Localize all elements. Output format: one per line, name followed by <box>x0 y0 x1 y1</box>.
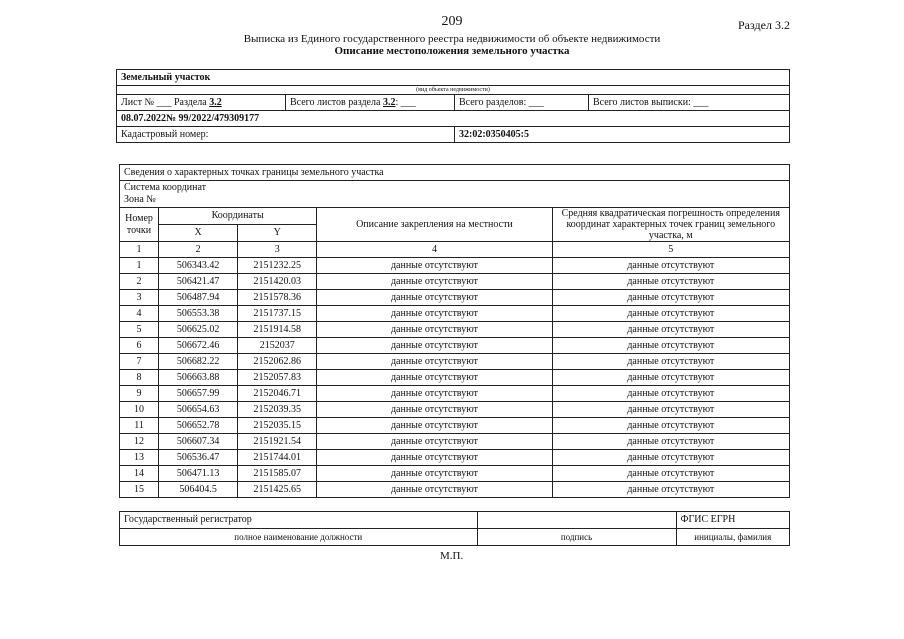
point-desc: данные отсутствуют <box>317 482 552 498</box>
header-table <box>116 69 790 143</box>
point-desc: данные отсутствуют <box>317 386 552 402</box>
point-number: 10 <box>120 402 159 418</box>
point-error: данные отсутствуют <box>552 338 789 354</box>
point-x: 506343.42 <box>159 258 238 274</box>
col-coords-header: Координаты <box>159 208 317 225</box>
signature-field <box>477 512 676 529</box>
column-number: 3 <box>238 242 317 258</box>
point-desc: данные отсутствуют <box>317 322 552 338</box>
seal-label: М.П. <box>440 550 464 562</box>
point-row <box>120 402 790 418</box>
point-desc: данные отсутствуют <box>317 274 552 290</box>
point-y: 2151914.58 <box>238 322 317 338</box>
point-error: данные отсутствуют <box>552 274 789 290</box>
registrar-position: Государственный регистратор <box>120 512 478 529</box>
point-y: 2151232.25 <box>238 258 317 274</box>
caption-sign: подпись <box>477 529 676 546</box>
point-number: 1 <box>120 258 159 274</box>
col-x-header: X <box>159 225 238 242</box>
point-desc: данные отсутствуют <box>317 450 552 466</box>
point-y: 2152035.15 <box>238 418 317 434</box>
point-number: 12 <box>120 434 159 450</box>
point-row <box>120 450 790 466</box>
point-number: 13 <box>120 450 159 466</box>
point-desc: данные отсутствуют <box>317 306 552 322</box>
point-row <box>120 434 790 450</box>
point-x: 506404.5 <box>159 482 238 498</box>
column-number: 1 <box>120 242 159 258</box>
points-body <box>120 258 790 498</box>
point-row <box>120 290 790 306</box>
point-desc: данные отсутствуют <box>317 370 552 386</box>
point-error: данные отсутствуют <box>552 354 789 370</box>
point-row <box>120 370 790 386</box>
point-row <box>120 466 790 482</box>
document-subheading: Описание местоположения земельного участка <box>334 45 570 57</box>
point-number: 15 <box>120 482 159 498</box>
col-y-header: Y <box>238 225 317 242</box>
point-y: 2151921.54 <box>238 434 317 450</box>
total-sheets-label: Всего листов раздела <box>290 96 381 108</box>
point-error: данные отсутствуют <box>552 418 789 434</box>
point-number: 6 <box>120 338 159 354</box>
point-number: 14 <box>120 466 159 482</box>
point-x: 506471.13 <box>159 466 238 482</box>
point-error: данные отсутствуют <box>552 370 789 386</box>
coord-system-cell <box>120 181 790 208</box>
point-row <box>120 306 790 322</box>
col-error-header: Средняя квадратическая погрешность определения координат характерных точек границ земельного участка, м <box>552 208 789 242</box>
total-sheets-extract: Всего листов выписки: ___ <box>589 95 790 111</box>
point-number: 4 <box>120 306 159 322</box>
col-desc-header: Описание закрепления на местности <box>317 208 552 242</box>
column-number-row <box>120 242 790 258</box>
signature-table <box>119 511 790 546</box>
point-desc: данные отсутствуют <box>317 258 552 274</box>
point-number: 9 <box>120 386 159 402</box>
point-row <box>120 354 790 370</box>
point-y: 2151420.03 <box>238 274 317 290</box>
point-y: 2152062.86 <box>238 354 317 370</box>
point-y: 2151744.01 <box>238 450 317 466</box>
point-y: 2151737.15 <box>238 306 317 322</box>
point-x: 506682.22 <box>159 354 238 370</box>
point-number: 3 <box>120 290 159 306</box>
point-desc: данные отсутствуют <box>317 354 552 370</box>
column-number: 2 <box>159 242 238 258</box>
point-desc: данные отсутствуют <box>317 338 552 354</box>
point-number: 11 <box>120 418 159 434</box>
point-row <box>120 338 790 354</box>
point-error: данные отсутствуют <box>552 450 789 466</box>
cadastral-label: Кадастровый номер: <box>117 127 455 143</box>
point-row <box>120 274 790 290</box>
point-row <box>120 386 790 402</box>
point-error: данные отсутствуют <box>552 402 789 418</box>
point-desc: данные отсутствуют <box>317 466 552 482</box>
point-error: данные отсутствуют <box>552 482 789 498</box>
point-number: 5 <box>120 322 159 338</box>
point-x: 506652.78 <box>159 418 238 434</box>
point-error: данные отсутствуют <box>552 386 789 402</box>
zone: Зона № <box>124 194 156 205</box>
point-y: 2151585.07 <box>238 466 317 482</box>
object-type: Земельный участок <box>117 70 790 86</box>
caption-name: инициалы, фамилия <box>676 529 789 546</box>
caption-position: полное наименование должности <box>120 529 478 546</box>
point-error: данные отсутствуют <box>552 290 789 306</box>
point-y: 2151578.36 <box>238 290 317 306</box>
point-x: 506663.88 <box>159 370 238 386</box>
point-row <box>120 322 790 338</box>
point-desc: данные отсутствуют <box>317 418 552 434</box>
sheet-label: Лист № ___ Раздела <box>121 96 207 108</box>
col-point-header: Номер точки <box>120 208 159 242</box>
point-desc: данные отсутствуют <box>317 290 552 306</box>
point-x: 506657.99 <box>159 386 238 402</box>
point-x: 506654.63 <box>159 402 238 418</box>
total-sheets-section: 3.2 <box>382 96 396 108</box>
page-number: 209 <box>441 14 463 29</box>
boundary-points-table <box>119 164 790 498</box>
total-sheets-suffix: : ___ <box>395 96 416 108</box>
cadastral-value: 32:02:0350405:5 <box>455 127 790 143</box>
point-y: 2152057.83 <box>238 370 317 386</box>
section-label: Раздел 3.2 <box>738 18 790 32</box>
object-type-caption: (вид объекта недвижимости) <box>117 86 790 95</box>
point-x: 506625.02 <box>159 322 238 338</box>
point-number: 8 <box>120 370 159 386</box>
sheet-section: 3.2 <box>209 96 222 108</box>
point-x: 506672.46 <box>159 338 238 354</box>
document-heading: Выписка из Единого государственного реестра недвижимости об объекте недвижимости <box>243 33 661 45</box>
point-error: данные отсутствуют <box>552 466 789 482</box>
point-x: 506607.34 <box>159 434 238 450</box>
point-row <box>120 418 790 434</box>
point-desc: данные отсутствуют <box>317 434 552 450</box>
column-number: 5 <box>552 242 789 258</box>
point-number: 7 <box>120 354 159 370</box>
point-number: 2 <box>120 274 159 290</box>
column-number: 4 <box>317 242 552 258</box>
date-number: 08.07.2022№ 99/2022/479309177 <box>117 111 790 127</box>
points-title: Сведения о характерных точках границы земельного участка <box>120 165 790 181</box>
point-desc: данные отсутствуют <box>317 402 552 418</box>
point-y: 2152039.35 <box>238 402 317 418</box>
point-y: 2152046.71 <box>238 386 317 402</box>
coord-system: Система координат <box>124 182 207 193</box>
point-y: 2151425.65 <box>238 482 317 498</box>
point-row <box>120 258 790 274</box>
point-error: данные отсутствуют <box>552 258 789 274</box>
registry-system: ФГИС ЕГРН <box>676 512 789 529</box>
point-row <box>120 482 790 498</box>
point-error: данные отсутствуют <box>552 434 789 450</box>
point-x: 506421.47 <box>159 274 238 290</box>
sheet-number-cell <box>117 95 286 111</box>
point-x: 506536.47 <box>159 450 238 466</box>
point-y: 2152037 <box>238 338 317 354</box>
point-x: 506487.94 <box>159 290 238 306</box>
point-error: данные отсутствуют <box>552 306 789 322</box>
total-sections: Всего разделов: ___ <box>455 95 589 111</box>
point-error: данные отсутствуют <box>552 322 789 338</box>
total-sheets-cell <box>286 95 455 111</box>
point-x: 506553.38 <box>159 306 238 322</box>
